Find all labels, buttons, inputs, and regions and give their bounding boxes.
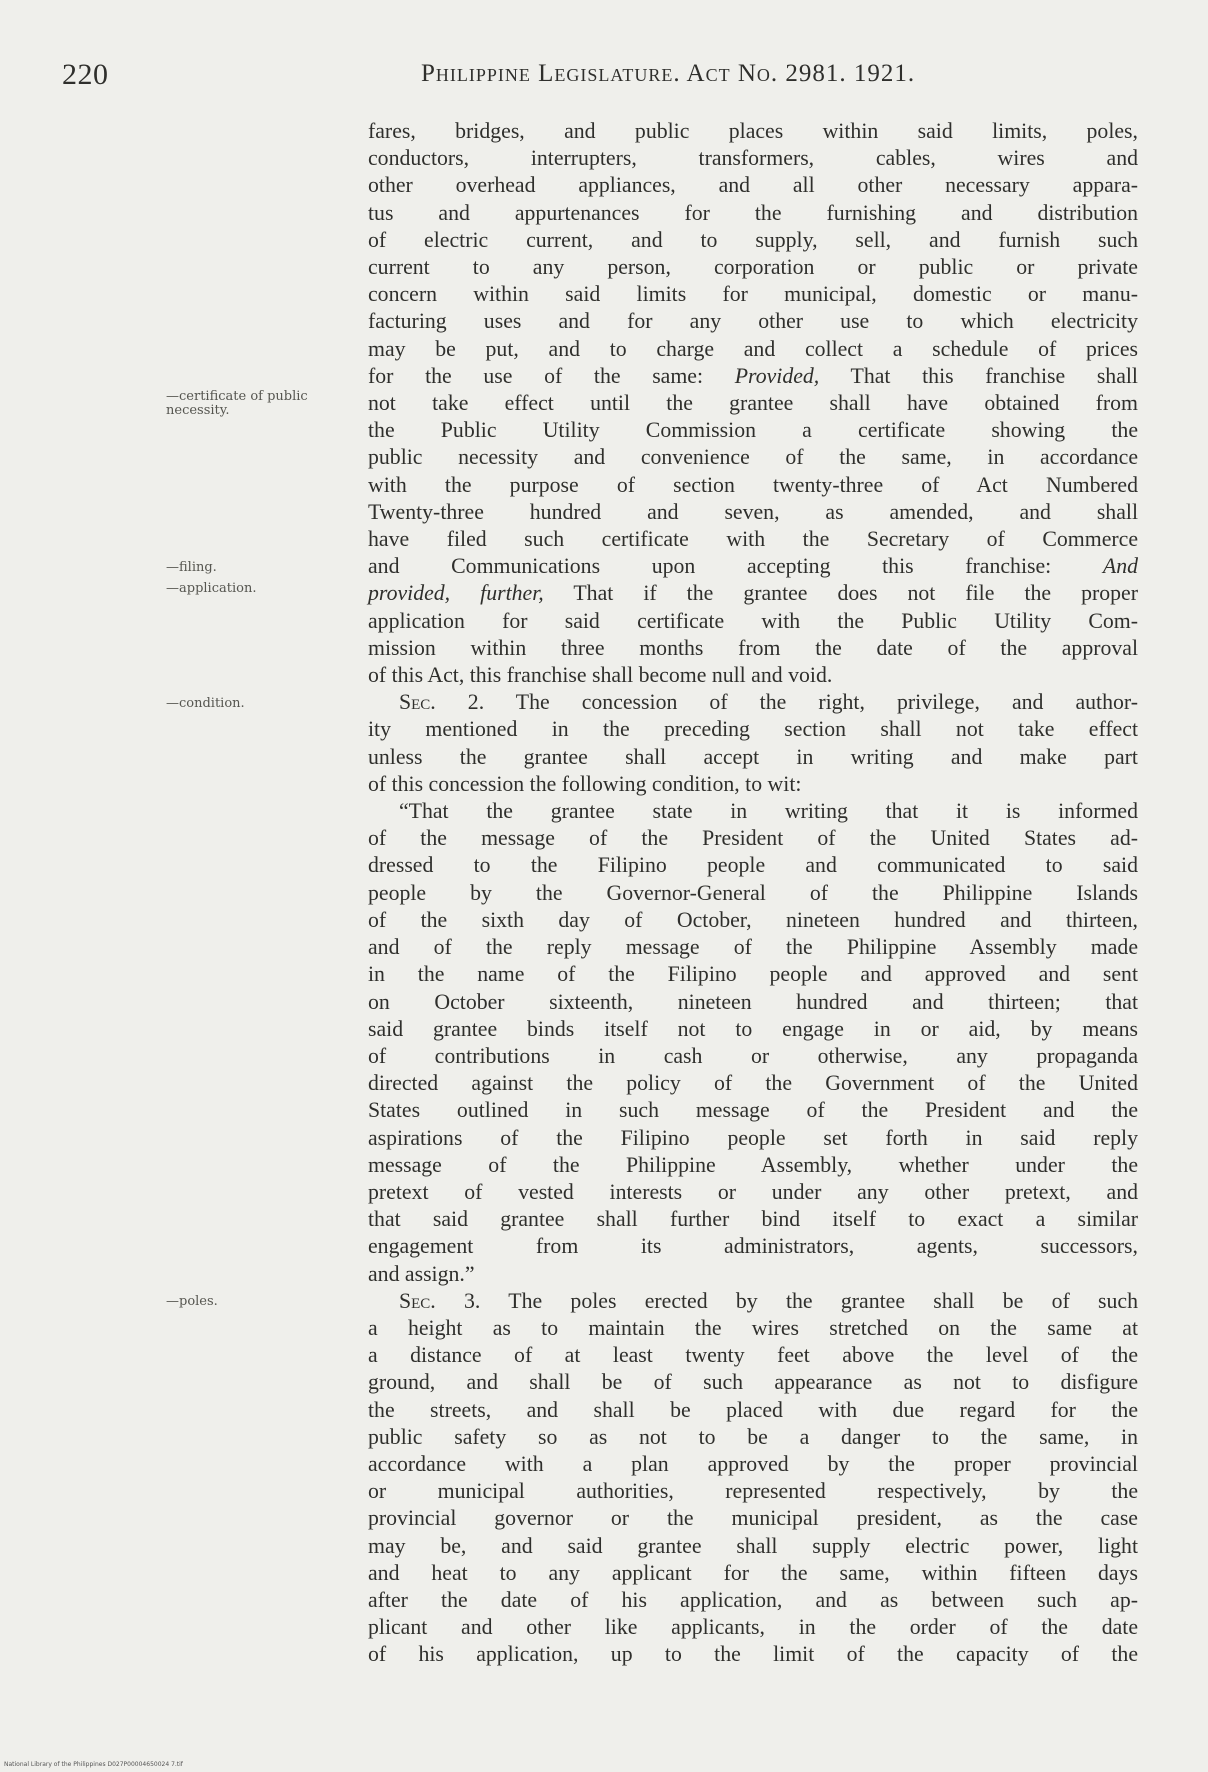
text-line: have filed such certificate with the Secretary of Commerce — [368, 527, 1138, 552]
section-3-first-line — [368, 1288, 1138, 1315]
text-line: people by the Governor-General of the Philippine Islands — [368, 880, 1138, 905]
text-line: Twenty-three hundred and seven, as amended, and shall — [368, 499, 1138, 524]
margin-note-condition: —condition. — [166, 696, 245, 711]
text-line: pretext of vested interests or under any other pretext, and — [368, 1179, 1138, 1204]
section-3-label: Sec. 3. — [399, 1288, 481, 1313]
margin-note-poles: —poles. — [166, 1294, 218, 1309]
margin-note-application: —application. — [166, 581, 257, 596]
text-segment: The poles erected by the grantee shall be of such — [480, 1288, 1138, 1313]
margin-note-filing: —filing. — [166, 560, 217, 575]
text-line: of the sixth day of October, nineteen hundred and thirteen, — [368, 907, 1138, 932]
text-line: and of the reply message of the Philippine Assembly made — [368, 935, 1138, 960]
italic-provided: Provided, — [734, 363, 820, 388]
text-line: of this concession the following condition, to wit: — [368, 771, 802, 796]
text-line: on October sixteenth, nineteen hundred and thirteen; that — [368, 989, 1138, 1014]
text-line: that said grantee shall further bind itself to exact a similar — [368, 1207, 1138, 1232]
text-segment: That if the grantee does not file the proper — [543, 581, 1138, 606]
text-line: engagement from its administrators, agents, successors, — [368, 1234, 1138, 1259]
text-line: directed against the policy of the Government of the United — [368, 1071, 1138, 1096]
text-line: with the purpose of section twenty-three of Act Numbered — [368, 472, 1138, 497]
text-line: tus and appurtenances for the furnishing and distribution — [368, 200, 1138, 225]
text-line: fares, bridges, and public places within said limits, poles, — [368, 119, 1138, 143]
text-line: application for said certificate with the Public Utility Com- — [368, 608, 1138, 633]
text-line: not take effect until the grantee shall have obtained from — [368, 391, 1138, 416]
text-line: current to any person, corporation or public or private — [368, 255, 1138, 280]
text-line: a height as to maintain the wires stretched on the same at — [368, 1315, 1138, 1340]
text-line: mission within three months from the date of the approval — [368, 635, 1138, 660]
text-segment: for the use of the same: — [368, 363, 735, 388]
text-line: aspirations of the Filipino people set forth in said reply — [368, 1125, 1138, 1150]
text-line: dressed to the Filipino people and communicated to said — [368, 853, 1138, 878]
text-line: of contributions in cash or otherwise, any propaganda — [368, 1043, 1138, 1068]
italic-provided-further: provided, further, — [368, 581, 544, 606]
text-line: a distance of at least twenty feet above the level of the — [368, 1343, 1138, 1368]
section-2-label: Sec. 2. — [399, 690, 485, 715]
running-head: Philippine Legislature. Act No. 2981. 1921. — [421, 60, 916, 87]
text-line: in the name of the Filipino people and approved and sent — [368, 962, 1138, 987]
text-line: and heat to any applicant for the same, within fifteen days — [368, 1560, 1138, 1585]
margin-note-certificate: —certificate of public necessity. — [166, 389, 308, 418]
text-line: plicant and other like applicants, in the order of the date — [368, 1615, 1138, 1640]
body-text — [368, 118, 1138, 1669]
text-line: and assign.” — [368, 1261, 475, 1286]
text-line — [368, 553, 1138, 580]
quote-first-line: “That the grantee state in writing that it is informed — [399, 799, 1138, 824]
text-line — [368, 363, 1138, 390]
text-line: public safety so as not to be a danger to the same, in — [368, 1424, 1138, 1449]
text-line — [368, 580, 1138, 607]
text-line: public necessity and convenience of the same, in accordance — [368, 445, 1138, 470]
text-segment: and Communications upon accepting this franchise: — [368, 554, 1103, 579]
text-line: ground, and shall be of such appearance as not to disfigure — [368, 1370, 1138, 1395]
text-line: ity mentioned in the preceding section shall not take effect — [368, 717, 1138, 742]
text-line: said grantee binds itself not to engage in or aid, by means — [368, 1016, 1138, 1041]
text-line: may be, and said grantee shall supply electric power, light — [368, 1533, 1138, 1558]
italic-and: And — [1102, 554, 1138, 579]
text-segment: The concession of the right, privilege, and author- — [484, 690, 1138, 715]
text-line: the streets, and shall be placed with due regard for the — [368, 1397, 1138, 1422]
text-line: unless the grantee shall accept in writing and make part — [368, 744, 1138, 769]
text-line: after the date of his application, and as between such ap- — [368, 1587, 1138, 1612]
page-number: 220 — [62, 58, 109, 91]
text-line: or municipal authorities, represented respectively, by the — [368, 1479, 1138, 1504]
text-line: conductors, interrupters, transformers, cables, wires and — [368, 146, 1138, 171]
text-line: provincial governor or the municipal president, as the case — [368, 1506, 1138, 1531]
text-line: States outlined in such message of the President and the — [368, 1098, 1138, 1123]
text-line: of this Act, this franchise shall become null and void. — [368, 663, 833, 688]
section-2-first-line — [368, 689, 1138, 716]
text-line: of electric current, and to supply, sell, and furnish such — [368, 227, 1138, 252]
text-line: of his application, up to the limit of the capacity of the — [368, 1642, 1138, 1667]
text-line: concern within said limits for municipal, domestic or manu- — [368, 282, 1138, 307]
text-line: facturing uses and for any other use to which electricity — [368, 309, 1138, 334]
text-line: other overhead appliances, and all other necessary appara- — [368, 173, 1138, 198]
text-line: message of the Philippine Assembly, whether under the — [368, 1152, 1138, 1177]
text-line: accordance with a plan approved by the proper provincial — [368, 1451, 1138, 1476]
scan-footer: National Library of the Philippines D027P00004650024 7.tif — [4, 1761, 183, 1768]
text-segment: That this franchise shall — [819, 363, 1138, 388]
text-line: the Public Utility Commission a certificate showing the — [368, 418, 1138, 443]
text-line: may be put, and to charge and collect a schedule of prices — [368, 336, 1138, 361]
text-line: of the message of the President of the United States ad- — [368, 826, 1138, 851]
